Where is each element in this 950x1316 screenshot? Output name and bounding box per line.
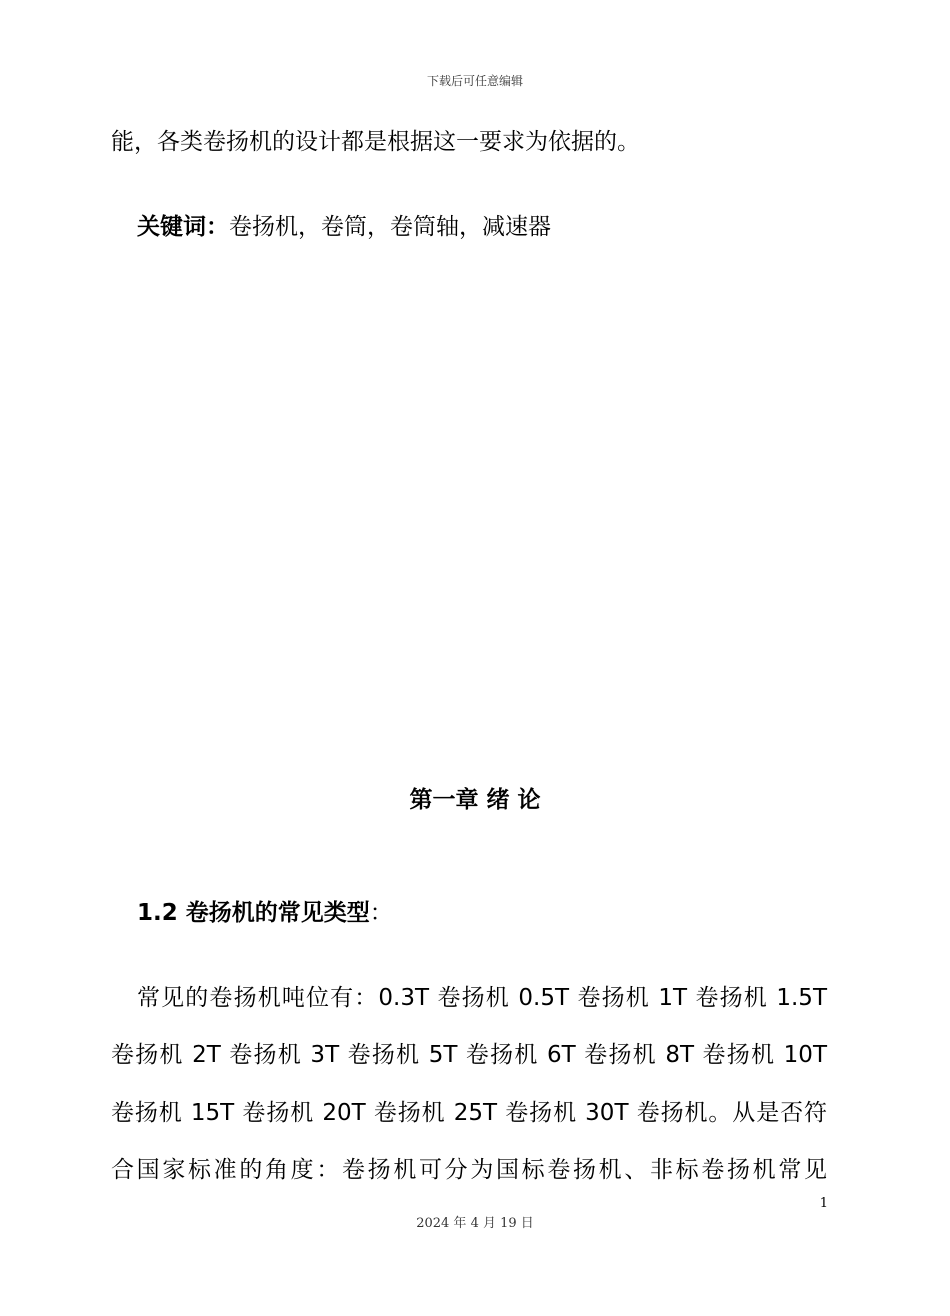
body-line-1: 常见的卷扬机吨位有：0.3T 卷扬机 0.5T 卷扬机 1T 卷扬机 1.5T bbox=[137, 985, 827, 1011]
page-number: 1 bbox=[819, 1196, 828, 1211]
section-heading: 1.2 卷扬机的常见类型 bbox=[137, 900, 370, 926]
body-line-2: 卷扬机 2T 卷扬机 3T 卷扬机 5T 卷扬机 6T 卷扬机 8T 卷扬机 10T bbox=[111, 1042, 827, 1068]
section-heading-suffix: ： bbox=[369, 900, 393, 926]
body-line-3: 卷扬机 15T 卷扬机 20T 卷扬机 25T 卷扬机 30T 卷扬机。从是否符 bbox=[111, 1100, 827, 1126]
footer-date: 2024 年 4 月 19 日 bbox=[416, 1216, 534, 1231]
header-note: 下载后可任意编辑 bbox=[426, 74, 523, 88]
keywords-value: 卷扬机，卷筒，卷筒轴，减速器 bbox=[229, 214, 551, 240]
body-line-4: 合国家标准的角度：卷扬机可分为国标卷扬机、非标卷扬机常见 bbox=[111, 1157, 827, 1183]
abstract-continuation: 能，各类卷扬机的设计都是根据这一要求为依据的。 bbox=[111, 129, 640, 155]
keywords-label: 关键词： bbox=[137, 214, 229, 240]
keywords-line bbox=[137, 211, 551, 243]
section-heading-line bbox=[137, 897, 393, 929]
chapter-title: 第一章 绪 论 bbox=[409, 787, 541, 813]
